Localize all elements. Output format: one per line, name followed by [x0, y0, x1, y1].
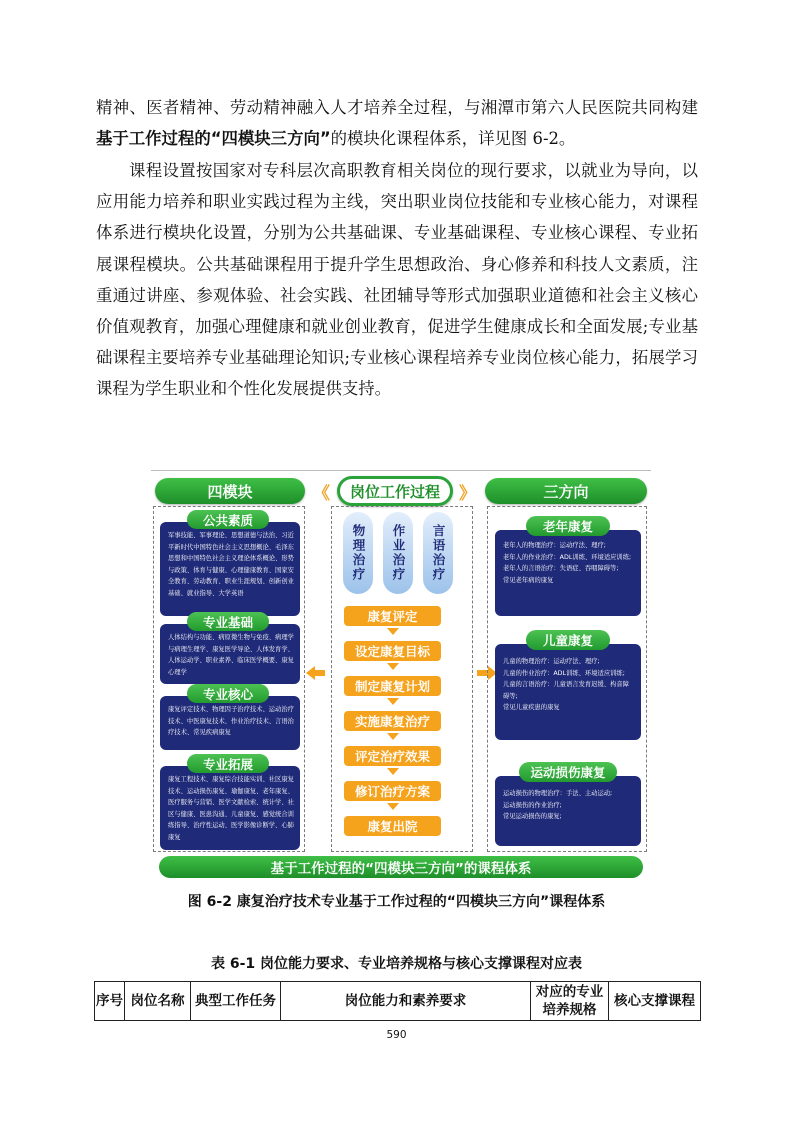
- paragraph-1-bold: 基于工作过程的“四模块三方向”: [96, 129, 331, 149]
- step-discharge: 康复出院: [344, 816, 441, 836]
- down-arrow-icon: [387, 698, 399, 705]
- module-title-extension: 专业拓展: [187, 754, 269, 773]
- step-set-goals: 设定康复目标: [344, 641, 441, 661]
- module-content-public: 军事技能、军事理论、思想道德与法治、习近平新时代中国特色社会主义思想概论、毛泽东思想和中国特色社会主义理论体系概论、形势与政策、体育与健康、心理健康教育、国家安全教育、劳动教育、职业生涯规划、创新创业基础、就业指导、大学英语: [160, 522, 300, 616]
- header-ability-requirements: 岗位能力和素养要求: [281, 982, 531, 1021]
- header-typical-task: 典型工作任务: [191, 982, 281, 1021]
- paragraph-1-end: 的模块化课程体系，详见图 6-2。: [330, 129, 576, 149]
- correspondence-table: [94, 981, 701, 1021]
- direction-content-children: 儿童的物理治疗：运动疗法、理疗; 儿童的作业治疗：ADL训练、环境适应训练; 儿童的言语治疗：儿童语言发育迟缓、构音障碍等; 常见儿童疾患的康复: [495, 644, 641, 740]
- paragraph-1-text: 精神、医者精神、劳动精神融入人才培养全过程，与湘潭市第六人民医院共同构建: [96, 98, 698, 117]
- therapy-speech: 言语治疗: [423, 512, 453, 594]
- down-arrow-icon: [387, 768, 399, 775]
- step-evaluate: 评定治疗效果: [344, 746, 441, 766]
- module-title-public: 公共素质: [187, 510, 269, 529]
- table-header-row: [95, 982, 701, 1021]
- module-content-basic: 人体结构与功能、病原微生物与免疫、病理学与病理生理学、康复医学导论、人体发育学、人体运动学、职业素养、临床医学概要、康复心理学: [160, 624, 300, 684]
- page-number: 590: [386, 1029, 407, 1041]
- module-content-core: 康复评定技术、物理因子治疗技术、运动治疗技术、中医康复技术、作业治疗技术、言语治疗技术、常见疾病康复: [160, 696, 300, 750]
- down-arrow-icon: [387, 733, 399, 740]
- direction-title-children: 儿童康复: [526, 630, 610, 650]
- down-arrow-icon: [387, 803, 399, 810]
- direction-title-sports: 运动损伤康复: [519, 762, 617, 782]
- module-title-core: 专业核心: [187, 684, 269, 703]
- module-title-basic: 专业基础: [187, 612, 269, 631]
- figure-bottom-banner: 基于工作过程的“四模块三方向”的课程体系: [159, 856, 643, 878]
- body-paragraph-2: 课程设置按国家对专科层次高职教育相关岗位的现行要求，以就业为导向，以应用能力培养和职业实践过程为主线，突出职业岗位技能和专业核心能力，对课程体系进行模块化设置，分别为公共基础课、专业基础课程、专业核心课程、专业拓展课程模块。公共基础课程用于提升学生思想政治、身心修养和科技人文素质，注重通过讲座、参观体验、社会实践、社团辅导等形式加强职业道德和社会主义核心价值观教育，加强心理健康和就业创业教育，促进学生健康成长和全面发展;专业基础课程主要培养专业基础理论知识;专业核心课程培养专业岗位核心能力，拓展学习课程为学生职业和个性化发展提供支持。: [96, 161, 698, 399]
- header-three-directions: 三方向: [485, 478, 647, 504]
- therapy-physical: 物理治疗: [343, 512, 373, 594]
- header-position: 岗位名称: [125, 982, 191, 1021]
- left-arrow-icon: [306, 666, 315, 680]
- down-arrow-icon: [387, 628, 399, 635]
- step-revise: 修订治疗方案: [344, 781, 441, 801]
- header-four-modules: 四模块: [155, 478, 305, 504]
- table-title: 表 6-1 岗位能力要求、专业培养规格与核心支撑课程对应表: [210, 956, 583, 972]
- curriculum-figure: [151, 470, 651, 882]
- body-paragraph-1: [96, 92, 698, 154]
- chevron-right-icon: 》: [459, 484, 476, 504]
- direction-content-elderly: 老年人的物理治疗：运动疗法、理疗; 老年人的作业治疗：ADL训练、环境适应训练; 老年人的言语治疗：失语症、吞咽障碍等; 常见老年病的康复: [495, 530, 641, 616]
- module-content-extension: 康复工程技术、康复综合技能实训、社区康复技术、运动损伤康复、瑜伽康复、老年康复、医疗服务与营销、医学文献检索、统计学、社区与健康、医患沟通、儿童康复、感觉统合训练指导、治疗性运动、医学影像诊断学、心肺康复: [160, 766, 300, 850]
- header-serial: 序号: [95, 982, 125, 1021]
- step-implement: 实施康复治疗: [344, 711, 441, 731]
- therapy-occupational: 作业治疗: [383, 512, 413, 594]
- figure-top-rule: [151, 470, 651, 471]
- chevron-left-icon: 《: [313, 484, 330, 504]
- step-assessment: 康复评定: [344, 606, 441, 626]
- header-core-courses: 核心支撑课程: [609, 982, 701, 1021]
- step-make-plan: 制定康复计划: [344, 676, 441, 696]
- direction-content-sports: 运动损伤的物理治疗：手法、主动运动; 运动损伤的作业治疗; 常见运动损伤的康复;: [495, 776, 641, 846]
- figure-caption: 图 6-2 康复治疗技术专业基于工作过程的“四模块三方向”课程体系: [187, 894, 606, 910]
- header-work-process: 岗位工作过程: [337, 476, 453, 506]
- header-training-spec: 对应的专业培养规格: [531, 982, 609, 1021]
- down-arrow-icon: [387, 663, 399, 670]
- direction-title-elderly: 老年康复: [526, 516, 610, 536]
